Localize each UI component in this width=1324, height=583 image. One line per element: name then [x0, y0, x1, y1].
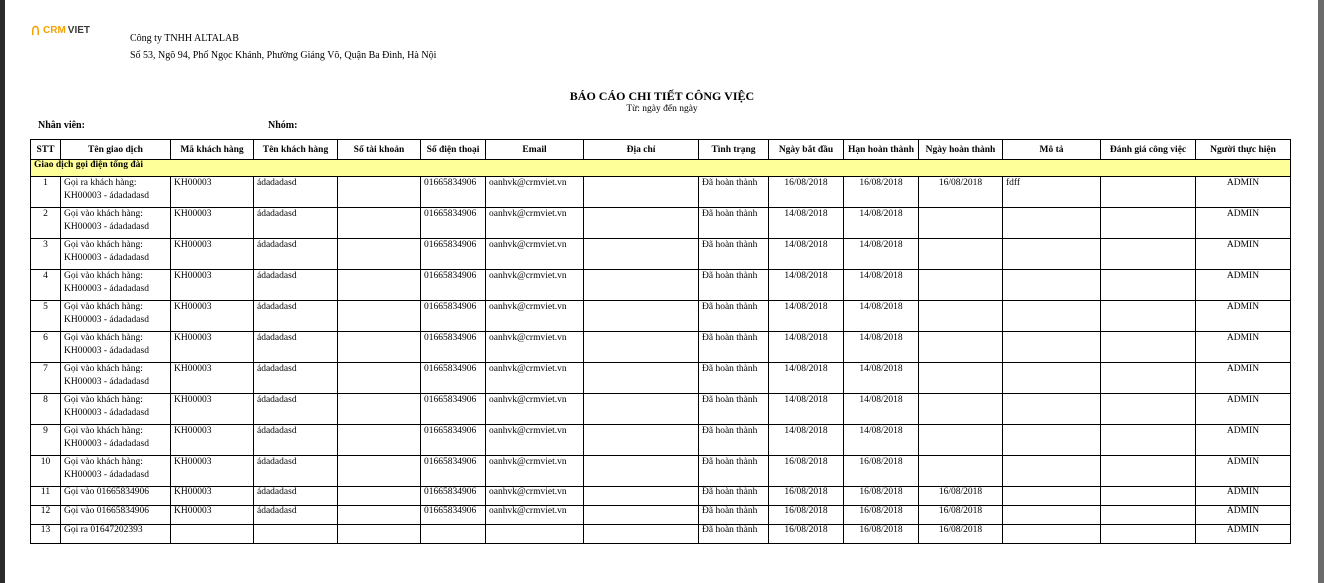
start-date-cell: 14/08/2018 — [769, 239, 844, 270]
completed-date-cell — [919, 208, 1003, 239]
due-date-cell: 16/08/2018 — [844, 525, 919, 544]
assignee-cell: ADMIN — [1196, 394, 1291, 425]
right-scrollbar[interactable] — [1318, 0, 1324, 583]
status-cell: Đã hoàn thành — [699, 487, 769, 506]
header-phone: Số điện thoại — [421, 140, 486, 160]
due-date-cell: 16/08/2018 — [844, 487, 919, 506]
completed-date-cell — [919, 394, 1003, 425]
account-cell — [338, 487, 421, 506]
completed-date-cell: 16/08/2018 — [919, 177, 1003, 208]
transaction-name-cell — [61, 487, 171, 506]
customer-name-cell: ádadadasd — [254, 487, 338, 506]
rating-cell — [1101, 239, 1196, 270]
completed-date-cell — [919, 363, 1003, 394]
group-row — [31, 160, 1291, 177]
customer-name-cell: ádadadasd — [254, 301, 338, 332]
transaction-name-cell — [61, 394, 171, 425]
transaction-name-line1: Gọi vào khách hàng: — [64, 333, 143, 343]
start-date-cell: 16/08/2018 — [769, 177, 844, 208]
description-cell — [1003, 487, 1101, 506]
address-cell — [584, 456, 699, 487]
transaction-name-cell — [61, 208, 171, 239]
company-name: Công ty TNHH ALTALAB — [130, 33, 239, 44]
status-cell: Đã hoàn thành — [699, 525, 769, 544]
transaction-name-line2: KH00003 - ádadadasd — [64, 377, 149, 387]
transaction-name-line2: KH00003 - ádadadasd — [64, 222, 149, 232]
stt-cell: 10 — [31, 456, 61, 487]
status-cell: Đã hoàn thành — [699, 456, 769, 487]
company-address: Số 53, Ngõ 94, Phố Ngọc Khánh, Phường Giảng Võ, Quận Ba Đình, Hà Nội — [130, 50, 437, 61]
table-row — [31, 487, 1291, 506]
assignee-cell: ADMIN — [1196, 456, 1291, 487]
customer-name-cell: ádadadasd — [254, 177, 338, 208]
stt-cell: 8 — [31, 394, 61, 425]
header-assignee: Người thực hiện — [1196, 140, 1291, 160]
status-cell: Đã hoàn thành — [699, 239, 769, 270]
assignee-cell: ADMIN — [1196, 425, 1291, 456]
rating-cell — [1101, 525, 1196, 544]
due-date-cell: 14/08/2018 — [844, 208, 919, 239]
description-cell — [1003, 208, 1101, 239]
due-date-cell: 14/08/2018 — [844, 239, 919, 270]
description-cell — [1003, 456, 1101, 487]
address-cell — [584, 301, 699, 332]
address-cell — [584, 270, 699, 301]
start-date-cell: 16/08/2018 — [769, 487, 844, 506]
phone-cell: 01665834906 — [421, 301, 486, 332]
table-row — [31, 208, 1291, 239]
email-cell: oanhvk@crmviet.vn — [486, 425, 584, 456]
transaction-name-line2: KH00003 - ádadadasd — [64, 470, 149, 480]
account-cell — [338, 270, 421, 301]
assignee-cell: ADMIN — [1196, 239, 1291, 270]
assignee-cell: ADMIN — [1196, 332, 1291, 363]
assignee-cell: ADMIN — [1196, 301, 1291, 332]
stt-cell: 5 — [31, 301, 61, 332]
due-date-cell: 16/08/2018 — [844, 456, 919, 487]
report-date-range: Từ: ngày đến ngày — [626, 104, 698, 114]
transaction-name-line2: KH00003 - ádadadasd — [64, 284, 149, 294]
account-cell — [338, 456, 421, 487]
assignee-cell: ADMIN — [1196, 525, 1291, 544]
customer-code-cell: KH00003 — [171, 487, 254, 506]
table-row — [31, 394, 1291, 425]
completed-date-cell: 16/08/2018 — [919, 487, 1003, 506]
report-title: BÁO CÁO CHI TIẾT CÔNG VIỆC — [569, 89, 755, 103]
completed-date-cell — [919, 239, 1003, 270]
rating-cell — [1101, 456, 1196, 487]
table-row — [31, 456, 1291, 487]
description-cell — [1003, 525, 1101, 544]
header-rating: Đánh giá công việc — [1101, 140, 1196, 160]
transaction-name-cell — [61, 332, 171, 363]
due-date-cell: 14/08/2018 — [844, 270, 919, 301]
crmviet-logo — [30, 25, 90, 36]
header-customer-code: Mã khách hàng — [171, 140, 254, 160]
rating-cell — [1101, 506, 1196, 525]
phone-cell: 01665834906 — [421, 239, 486, 270]
rating-cell — [1101, 332, 1196, 363]
table-row — [31, 177, 1291, 208]
due-date-cell: 14/08/2018 — [844, 394, 919, 425]
transaction-name-line1: Gọi vào 01665834906 — [64, 487, 149, 497]
description-cell — [1003, 506, 1101, 525]
transaction-name-cell — [61, 301, 171, 332]
customer-name-cell: ádadadasd — [254, 394, 338, 425]
transaction-name-line1: Gọi vào 01665834906 — [64, 506, 149, 516]
address-cell — [584, 394, 699, 425]
assignee-cell: ADMIN — [1196, 363, 1291, 394]
customer-code-cell: KH00003 — [171, 301, 254, 332]
rating-cell — [1101, 487, 1196, 506]
email-cell: oanhvk@crmviet.vn — [486, 363, 584, 394]
account-cell — [338, 394, 421, 425]
due-date-cell: 14/08/2018 — [844, 301, 919, 332]
transaction-name-line1: Gọi vào khách hàng: — [64, 395, 143, 405]
start-date-cell: 14/08/2018 — [769, 425, 844, 456]
customer-name-cell: ádadadasd — [254, 363, 338, 394]
customer-code-cell: KH00003 — [171, 239, 254, 270]
customer-code-cell: KH00003 — [171, 177, 254, 208]
transaction-name-line2: KH00003 - ádadadasd — [64, 439, 149, 449]
customer-name-cell: ádadadasd — [254, 456, 338, 487]
transaction-name-cell — [61, 270, 171, 301]
email-cell: oanhvk@crmviet.vn — [486, 301, 584, 332]
table-header-row — [31, 140, 1291, 160]
transaction-name-line1: Gọi vào khách hàng: — [64, 302, 143, 312]
completed-date-cell: 16/08/2018 — [919, 525, 1003, 544]
completed-date-cell — [919, 301, 1003, 332]
phone-cell: 01665834906 — [421, 363, 486, 394]
stt-cell: 7 — [31, 363, 61, 394]
rating-cell — [1101, 301, 1196, 332]
company-info — [130, 30, 436, 64]
completed-date-cell — [919, 332, 1003, 363]
customer-code-cell: KH00003 — [171, 363, 254, 394]
account-cell — [338, 239, 421, 270]
customer-code-cell: KH00003 — [171, 425, 254, 456]
logo-text-crm: CRM — [43, 25, 66, 36]
email-cell: oanhvk@crmviet.vn — [486, 394, 584, 425]
email-cell: oanhvk@crmviet.vn — [486, 506, 584, 525]
due-date-cell: 16/08/2018 — [844, 177, 919, 208]
report-table — [30, 139, 1291, 544]
phone-cell: 01665834906 — [421, 506, 486, 525]
description-cell — [1003, 301, 1101, 332]
status-cell: Đã hoàn thành — [699, 506, 769, 525]
table-row — [31, 363, 1291, 394]
assignee-cell: ADMIN — [1196, 487, 1291, 506]
address-cell — [584, 332, 699, 363]
status-cell: Đã hoàn thành — [699, 208, 769, 239]
customer-code-cell: KH00003 — [171, 270, 254, 301]
address-cell — [584, 363, 699, 394]
address-cell — [584, 487, 699, 506]
account-cell — [338, 525, 421, 544]
header-email: Email — [486, 140, 584, 160]
account-cell — [338, 506, 421, 525]
start-date-cell: 14/08/2018 — [769, 270, 844, 301]
header-stt: STT — [31, 140, 61, 160]
phone-cell: 01665834906 — [421, 270, 486, 301]
table-row — [31, 239, 1291, 270]
transaction-name-line2: KH00003 - ádadadasd — [64, 315, 149, 325]
transaction-name-cell — [61, 525, 171, 544]
transaction-name-cell — [61, 425, 171, 456]
description-cell — [1003, 239, 1101, 270]
email-cell: oanhvk@crmviet.vn — [486, 208, 584, 239]
account-cell — [338, 363, 421, 394]
due-date-cell: 14/08/2018 — [844, 363, 919, 394]
customer-name-cell: ádadadasd — [254, 332, 338, 363]
transaction-name-line2: KH00003 - ádadadasd — [64, 346, 149, 356]
address-cell — [584, 239, 699, 270]
rating-cell — [1101, 208, 1196, 239]
table-row — [31, 506, 1291, 525]
account-cell — [338, 301, 421, 332]
email-cell: oanhvk@crmviet.vn — [486, 487, 584, 506]
status-cell: Đã hoàn thành — [699, 394, 769, 425]
account-cell — [338, 177, 421, 208]
phone-cell: 01665834906 — [421, 208, 486, 239]
due-date-cell: 14/08/2018 — [844, 332, 919, 363]
start-date-cell: 14/08/2018 — [769, 363, 844, 394]
phone-cell — [421, 525, 486, 544]
transaction-name-line1: Gọi ra 01647202393 — [64, 525, 143, 535]
due-date-cell: 14/08/2018 — [844, 425, 919, 456]
customer-name-cell: ádadadasd — [254, 506, 338, 525]
header-transaction-name: Tên giao dịch — [61, 140, 171, 160]
customer-name-cell: ádadadasd — [254, 270, 338, 301]
completed-date-cell — [919, 456, 1003, 487]
transaction-name-line1: Gọi vào khách hàng: — [64, 240, 143, 250]
table-row — [31, 525, 1291, 544]
phone-cell: 01665834906 — [421, 425, 486, 456]
transaction-name-line1: Gọi vào khách hàng: — [64, 426, 143, 436]
transaction-name-line1: Gọi vào khách hàng: — [64, 364, 143, 374]
start-date-cell: 16/08/2018 — [769, 456, 844, 487]
status-cell: Đã hoàn thành — [699, 425, 769, 456]
start-date-cell: 16/08/2018 — [769, 506, 844, 525]
header-customer-name: Tên khách hàng — [254, 140, 338, 160]
address-cell — [584, 177, 699, 208]
description-cell — [1003, 394, 1101, 425]
rating-cell — [1101, 394, 1196, 425]
header-address: Địa chỉ — [584, 140, 699, 160]
account-cell — [338, 332, 421, 363]
transaction-name-line2: KH00003 - ádadadasd — [64, 253, 149, 263]
logo-icon — [30, 25, 41, 36]
status-cell: Đã hoàn thành — [699, 301, 769, 332]
left-border — [0, 0, 5, 583]
transaction-name-line2: KH00003 - ádadadasd — [64, 191, 149, 201]
phone-cell: 01665834906 — [421, 456, 486, 487]
stt-cell: 9 — [31, 425, 61, 456]
group-title: Giao dịch gọi điện tổng đài — [31, 160, 1291, 177]
table-row — [31, 270, 1291, 301]
start-date-cell: 14/08/2018 — [769, 394, 844, 425]
table-row — [31, 301, 1291, 332]
transaction-name-cell — [61, 456, 171, 487]
transaction-name-line1: Gọi vào khách hàng: — [64, 457, 143, 467]
transaction-name-line1: Gọi ra khách hàng: — [64, 178, 137, 188]
rating-cell — [1101, 425, 1196, 456]
rating-cell — [1101, 177, 1196, 208]
customer-code-cell: KH00003 — [171, 394, 254, 425]
start-date-cell: 14/08/2018 — [769, 301, 844, 332]
address-cell — [584, 506, 699, 525]
description-cell — [1003, 363, 1101, 394]
stt-cell: 2 — [31, 208, 61, 239]
customer-name-cell — [254, 525, 338, 544]
header-account-number: Số tài khoản — [338, 140, 421, 160]
account-cell — [338, 208, 421, 239]
email-cell — [486, 525, 584, 544]
assignee-cell: ADMIN — [1196, 270, 1291, 301]
header-status: Tình trạng — [699, 140, 769, 160]
transaction-name-cell — [61, 506, 171, 525]
transaction-name-cell — [61, 177, 171, 208]
assignee-cell: ADMIN — [1196, 208, 1291, 239]
description-cell — [1003, 332, 1101, 363]
account-cell — [338, 425, 421, 456]
address-cell — [584, 208, 699, 239]
stt-cell: 4 — [31, 270, 61, 301]
status-cell: Đã hoàn thành — [699, 270, 769, 301]
description-cell: fdff — [1003, 177, 1101, 208]
stt-cell: 1 — [31, 177, 61, 208]
start-date-cell: 14/08/2018 — [769, 208, 844, 239]
rating-cell — [1101, 270, 1196, 301]
assignee-cell: ADMIN — [1196, 506, 1291, 525]
address-cell — [584, 525, 699, 544]
start-date-cell: 16/08/2018 — [769, 525, 844, 544]
header-description: Mô tả — [1003, 140, 1101, 160]
phone-cell: 01665834906 — [421, 394, 486, 425]
email-cell: oanhvk@crmviet.vn — [486, 456, 584, 487]
start-date-cell: 14/08/2018 — [769, 332, 844, 363]
transaction-name-line2: KH00003 - ádadadasd — [64, 408, 149, 418]
table-row — [31, 332, 1291, 363]
description-cell — [1003, 270, 1101, 301]
header-start-date: Ngày bắt đầu — [769, 140, 844, 160]
header-due-date: Hạn hoàn thành — [844, 140, 919, 160]
customer-code-cell — [171, 525, 254, 544]
status-cell: Đã hoàn thành — [699, 332, 769, 363]
customer-name-cell: ádadadasd — [254, 208, 338, 239]
transaction-name-line1: Gọi vào khách hàng: — [64, 209, 143, 219]
customer-code-cell: KH00003 — [171, 332, 254, 363]
email-cell: oanhvk@crmviet.vn — [486, 270, 584, 301]
email-cell: oanhvk@crmviet.vn — [486, 332, 584, 363]
phone-cell: 01665834906 — [421, 487, 486, 506]
completed-date-cell — [919, 270, 1003, 301]
transaction-name-cell — [61, 239, 171, 270]
email-cell: oanhvk@crmviet.vn — [486, 177, 584, 208]
stt-cell: 13 — [31, 525, 61, 544]
table-row — [31, 425, 1291, 456]
logo-text-viet: VIET — [67, 25, 91, 36]
address-cell — [584, 425, 699, 456]
transaction-name-line1: Gọi vào khách hàng: — [64, 271, 143, 281]
due-date-cell: 16/08/2018 — [844, 506, 919, 525]
rating-cell — [1101, 363, 1196, 394]
transaction-name-cell — [61, 363, 171, 394]
customer-name-cell: ádadadasd — [254, 425, 338, 456]
stt-cell: 12 — [31, 506, 61, 525]
status-cell: Đã hoàn thành — [699, 177, 769, 208]
header-completed-date: Ngày hoàn thành — [919, 140, 1003, 160]
email-cell: oanhvk@crmviet.vn — [486, 239, 584, 270]
stt-cell: 3 — [31, 239, 61, 270]
customer-code-cell: KH00003 — [171, 456, 254, 487]
stt-cell: 6 — [31, 332, 61, 363]
employee-label: Nhân viên: — [38, 120, 85, 131]
phone-cell: 01665834906 — [421, 177, 486, 208]
group-label: Nhóm: — [268, 120, 298, 131]
assignee-cell: ADMIN — [1196, 177, 1291, 208]
customer-code-cell: KH00003 — [171, 208, 254, 239]
stt-cell: 11 — [31, 487, 61, 506]
customer-name-cell: ádadadasd — [254, 239, 338, 270]
completed-date-cell — [919, 425, 1003, 456]
description-cell — [1003, 425, 1101, 456]
completed-date-cell: 16/08/2018 — [919, 506, 1003, 525]
phone-cell: 01665834906 — [421, 332, 486, 363]
status-cell: Đã hoàn thành — [699, 363, 769, 394]
customer-code-cell: KH00003 — [171, 506, 254, 525]
